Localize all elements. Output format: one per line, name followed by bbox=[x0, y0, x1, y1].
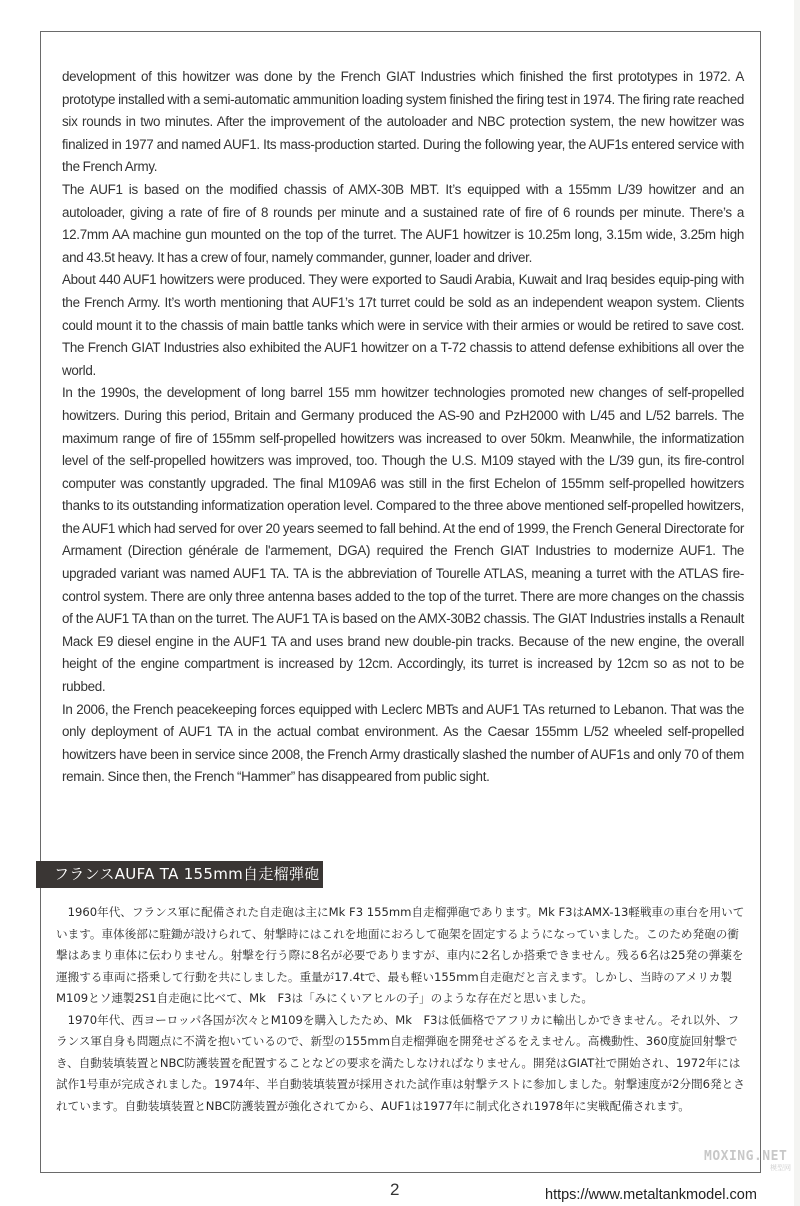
page-number: 2 bbox=[390, 1180, 400, 1199]
japanese-paragraph-1: 1960年代、フランス軍に配備された自走砲は主にMk F3 155mm自走榴弾砲であります。Mk F3はAMX-13軽戦車の車台を用いています。車体後部に駐鋤が設けられて、射撃時にはこれを地面におろして砲架を固定するようになっていました。このため発砲の衝撃はあまり車体に伝わりません。射撃を行う際に8名が必要でありますが、車内に2名しか搭乗できません。残る6名は25発の弾薬を運搬する車両に搭乗して行動を共にしました。重量が17.4tで、最も軽い155mm自走砲だと言えます。しかし、当時のアメリカ製M109とソ連製2S1自走砲に比べて、Mk F3は「みにくいアヒルの子」のような存在だと思いました。 bbox=[56, 905, 745, 1005]
english-text-section bbox=[62, 66, 744, 789]
english-paragraph-2: The AUF1 is based on the modified chassis of AMX-30B MBT. It’s equipped with a 155mm L/39 howitzer and an autoloader, giving a rate of fire of 8 rounds per minute and a sustained rate of fire of 6 rounds per minute. There’s a 12.7mm AA machine gun mounted on the top of the turret. The AUF1 howitzer is 10.25m long, 3.15m wide, 3.25m high and 43.5t heavy. It has a crew of four, namely commander, gunner, loader and driver. bbox=[62, 181, 744, 265]
japanese-section-header: フランスAUFA TA 155mm自走榴弾砲 bbox=[36, 861, 323, 888]
english-paragraph-1: development of this howitzer was done by the French GIAT Industries which finished the first prototypes in 1972. A prototype installed with a semi-automatic ammunition loading system finished the firing test in 1974. The firing rate reached six rounds in two minutes. After the improvement of the autoloader and NBC protection system, the new howitzer was finalized in 1977 and named AUF1. Its mass-production started. During the following year, the AUF1s entered service with the French Army. bbox=[62, 69, 744, 175]
japanese-text-section bbox=[56, 902, 748, 1117]
english-paragraph-4: In the 1990s, the development of long barrel 155 mm howitzer technologies promoted new changes of self-propelled howitzers. During this period, Britain and Germany produced the AS-90 and PzH2000 with L/45 and L/52 barrels. The maximum range of fire of 155mm self-propelled howitzers was increased to over 50km. Meanwhile, the informatization level of the self-propelled howitzers was improved, too. Though the U.S. M109 stayed with the L/39 gun, its fire-control computer was constantly upgraded. The final M109A6 was still in the first Echelon of 155mm self-propelled howitzers thanks to its outstanding informatization operation level. Compared to the three above mentioned self-propelled howitzers, the AUF1 which had served for over 20 years seemed to fall behind. At the end of 1999, the French General Directorate for Armament (Direction générale de l'armement, DGA) required the French GIAT Industries to modernize AUF1. The upgraded variant was named AUF1 TA. TA is the abbreviation of Tourelle ATLAS, meaning a turret with the ATLAS fire-control system. There are only three antenna bases added to the top of the turret. There are more changes on the chassis of the AUF1 TA than on the turret. The AUF1 TA is based on the AMX-30B2 chassis. The GIAT Industries installs a Renault Mack E9 diesel engine in the AUF1 TA and uses brand new double-pin tracks. Because of the new engine, the overall height of the engine compartment is increased by 12cm. Accordingly, its turret is increased by 12cm so as not to be rubbed. bbox=[62, 385, 744, 695]
footer-url-link[interactable]: https://www.metaltankmodel.com bbox=[545, 1187, 757, 1203]
page-edge bbox=[794, 0, 800, 1206]
english-paragraph-3: About 440 AUF1 howitzers were produced. They were exported to Saudi Arabia, Kuwait and Iraq besides equip-ping with the French Army. It’s worth mentioning that AUF1’s 17t turret could be sold as an independent weapon system. Clients could mount it to the chassis of main battle tanks which were in service with their armies or would be retired to save cost. The French GIAT Industries also exhibited the AUF1 howitzer on a T-72 chassis to attend defense exhibitions all over the world. bbox=[62, 272, 744, 378]
watermark-subtitle: 模型网 bbox=[770, 1164, 791, 1172]
english-paragraph-5: In 2006, the French peacekeeping forces equipped with Leclerc MBTs and AUF1 TAs returned to Lebanon. That was the only deployment of AUF1 TA in the actual combat environment. As the Caesar 155mm L/52 wheeled self-propelled howitzers have been in service since 2008, the French Army drastically slashed the number of AUF1s and only 70 of them remain. Since then, the French “Hammer” has disappeared from public sight. bbox=[62, 701, 744, 785]
watermark-logo: MOXING.NET bbox=[704, 1149, 788, 1164]
japanese-paragraph-2: 1970年代、西ヨーロッパ各国が次々とM109を購入したため、Mk F3は低価格でアフリカに輸出しかできません。それ以外、フランス軍自身も問題点に不満を抱いているので、新型の155mm自走榴弾砲を開発せざるをえません。高機動性、360度旋回射撃でき、自動装填装置とNBC防護装置を配置することなどの要求を満たしなければなりません。開発はGIAT社で開始され、1972年には試作1号車が完成されました。1974年、半自動装填装置が採用された試作車は射撃テストに参加しました。射撃速度が2分間6発とされています。自動装填装置とNBC防護装置が強化されてから、AUF1は1977年に制式化され1978年に実戦配備されます。 bbox=[56, 1012, 745, 1113]
